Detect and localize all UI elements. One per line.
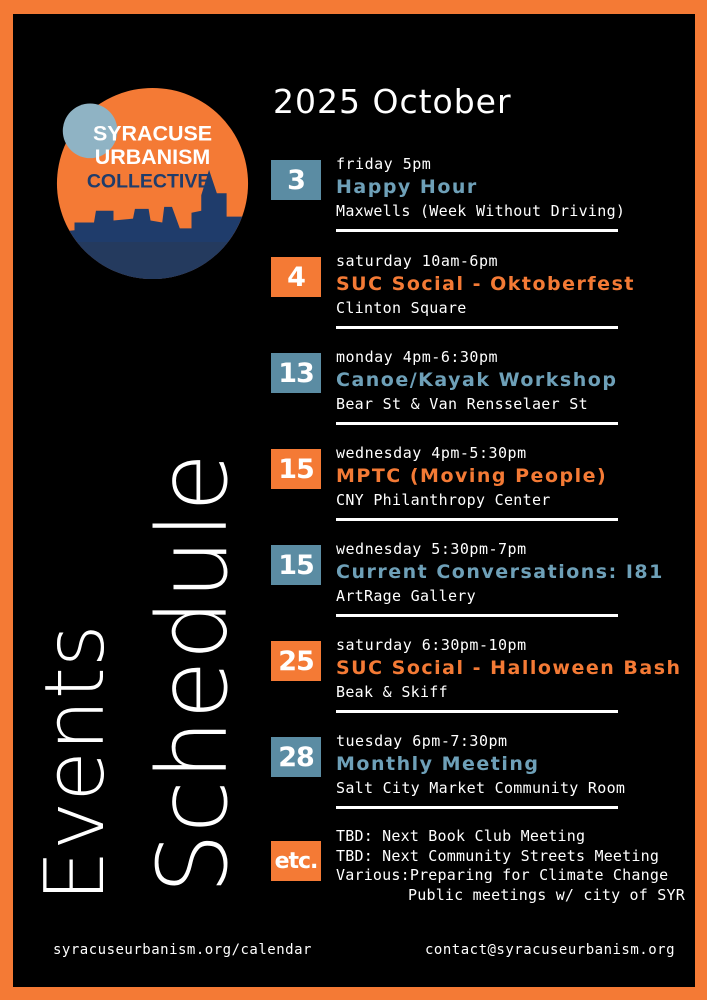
- event-day-badge: 4: [271, 257, 321, 297]
- divider: [336, 614, 618, 617]
- event-time: wednesday 5:30pm-7pm: [336, 540, 527, 558]
- month-title: 2025 October: [273, 82, 512, 121]
- side-title-schedule: Schedule: [137, 452, 249, 894]
- event-time: tuesday 6pm-7:30pm: [336, 732, 508, 750]
- event-title: Current Conversations: I81: [336, 561, 664, 583]
- logo-line-2: URBANISM: [94, 145, 211, 169]
- event-title: Canoe/Kayak Workshop: [336, 369, 618, 391]
- divider: [336, 518, 618, 521]
- event-title: SUC Social - Oktoberfest: [336, 273, 635, 295]
- divider: [336, 326, 618, 329]
- event-location: ArtRage Gallery: [336, 587, 476, 605]
- event-day-badge: 25: [271, 641, 321, 681]
- event-time: wednesday 4pm-5:30pm: [336, 444, 527, 462]
- etc-line: Public meetings w/ city of SYR: [408, 885, 685, 904]
- event-time: monday 4pm-6:30pm: [336, 348, 499, 366]
- footer-email-link[interactable]: contact@syracuseurbanism.org: [425, 942, 676, 958]
- divider: [336, 710, 618, 713]
- poster: [13, 14, 695, 987]
- event-location: Beak & Skiff: [336, 683, 448, 701]
- event-time: saturday 6:30pm-10pm: [336, 636, 527, 654]
- event-location: Bear St & Van Rensselaer St: [336, 395, 588, 413]
- logo-line-3: COLLECTIVE: [86, 170, 211, 193]
- side-title-events: Events: [28, 624, 123, 902]
- etc-line: Various:Preparing for Climate Change: [336, 866, 669, 884]
- logo-line-1: SYRACUSE: [92, 121, 213, 146]
- event-day-badge: 15: [271, 449, 321, 489]
- divider: [336, 229, 618, 232]
- etc-line: TBD: Next Community Streets Meeting: [336, 846, 660, 865]
- event-location: CNY Philanthropy Center: [336, 491, 551, 509]
- event-title: SUC Social - Halloween Bash: [336, 657, 682, 679]
- event-location: Salt City Market Community Room: [336, 779, 626, 797]
- event-day-badge: 15: [271, 545, 321, 585]
- event-title: Happy Hour: [336, 176, 478, 198]
- event-title: Monthly Meeting: [336, 753, 540, 775]
- divider: [336, 806, 618, 809]
- event-time: saturday 10am-6pm: [336, 252, 499, 270]
- event-day-badge: 13: [271, 353, 321, 393]
- divider: [336, 422, 618, 425]
- event-time: friday 5pm: [336, 155, 432, 173]
- event-day-badge: 28: [271, 737, 321, 777]
- suc-logo: [55, 86, 250, 281]
- event-day-badge: 3: [271, 160, 321, 200]
- event-title: MPTC (Moving People): [336, 465, 608, 487]
- event-location: Clinton Square: [336, 299, 467, 317]
- etc-line: TBD: Next Book Club Meeting: [336, 827, 586, 845]
- event-location: Maxwells (Week Without Driving): [336, 202, 626, 220]
- etc-badge: etc.: [271, 841, 321, 881]
- footer-website-link[interactable]: syracuseurbanism.org/calendar: [53, 942, 312, 958]
- etc-list: [336, 827, 685, 905]
